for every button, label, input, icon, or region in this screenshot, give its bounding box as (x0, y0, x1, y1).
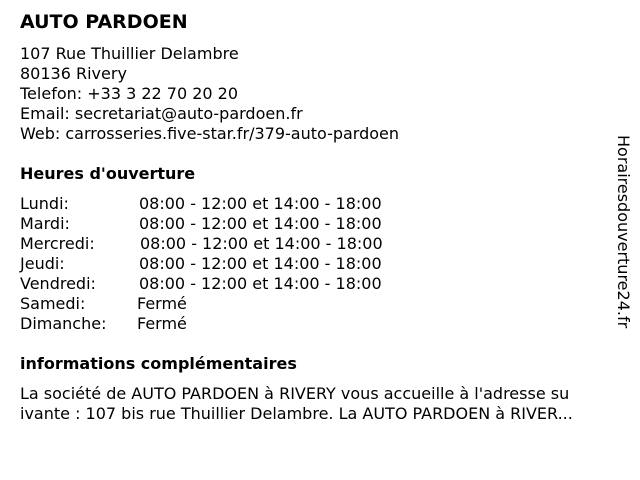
day-label: Dimanche: (20, 314, 107, 333)
day-hours: 08:00 - 12:00 et 14:00 - 18:00 (139, 194, 382, 213)
opening-hours-heading: Heures d'ouverture (20, 164, 196, 183)
website-link[interactable]: Web: carrosseries.five-star.fr/379-auto-pardoen (20, 124, 400, 143)
day-hours: 08:00 - 12:00 et 14:00 - 18:00 (139, 274, 382, 293)
address-street: 107 Rue Thuillier Delambre (20, 44, 239, 63)
site-watermark: Horairesdouverture24.fr (614, 135, 633, 329)
hours-row-thursday (20, 254, 383, 274)
contact-block (20, 44, 399, 144)
info-line: ivante : 107 bis rue Thuillier Delambre. La AUTO PARDOEN à RIVER... (20, 404, 573, 423)
day-hours: Fermé (137, 294, 187, 313)
day-label: Lundi: (20, 194, 69, 213)
day-hours: 08:00 - 12:00 et 14:00 - 18:00 (139, 254, 382, 273)
hours-row-friday (20, 274, 383, 294)
day-label: Mercredi: (20, 234, 95, 253)
hours-row-wednesday (20, 234, 383, 254)
opening-hours-table (20, 194, 383, 334)
day-label: Vendredi: (20, 274, 96, 293)
address-city: 80136 Rivery (20, 64, 127, 83)
info-line: La société de AUTO PARDOEN à RIVERY vous accueille à l'adresse su (20, 384, 570, 403)
business-name: AUTO PARDOEN (20, 11, 188, 33)
additional-info-heading: informations complémentaires (20, 354, 297, 373)
email-address[interactable]: Email: secretariat@auto-pardoen.fr (20, 104, 303, 123)
hours-row-saturday (20, 294, 383, 314)
additional-info-text (20, 384, 632, 424)
hours-row-monday (20, 194, 383, 214)
day-label: Samedi: (20, 294, 86, 313)
phone-number[interactable]: Telefon: +33 3 22 70 20 20 (20, 84, 239, 103)
day-label: Mardi: (20, 214, 70, 233)
day-hours: 08:00 - 12:00 et 14:00 - 18:00 (139, 214, 382, 233)
day-label: Jeudi: (20, 254, 65, 273)
hours-row-sunday (20, 314, 383, 334)
day-hours: 08:00 - 12:00 et 14:00 - 18:00 (140, 234, 383, 253)
day-hours: Fermé (137, 314, 187, 333)
hours-row-tuesday (20, 214, 383, 234)
